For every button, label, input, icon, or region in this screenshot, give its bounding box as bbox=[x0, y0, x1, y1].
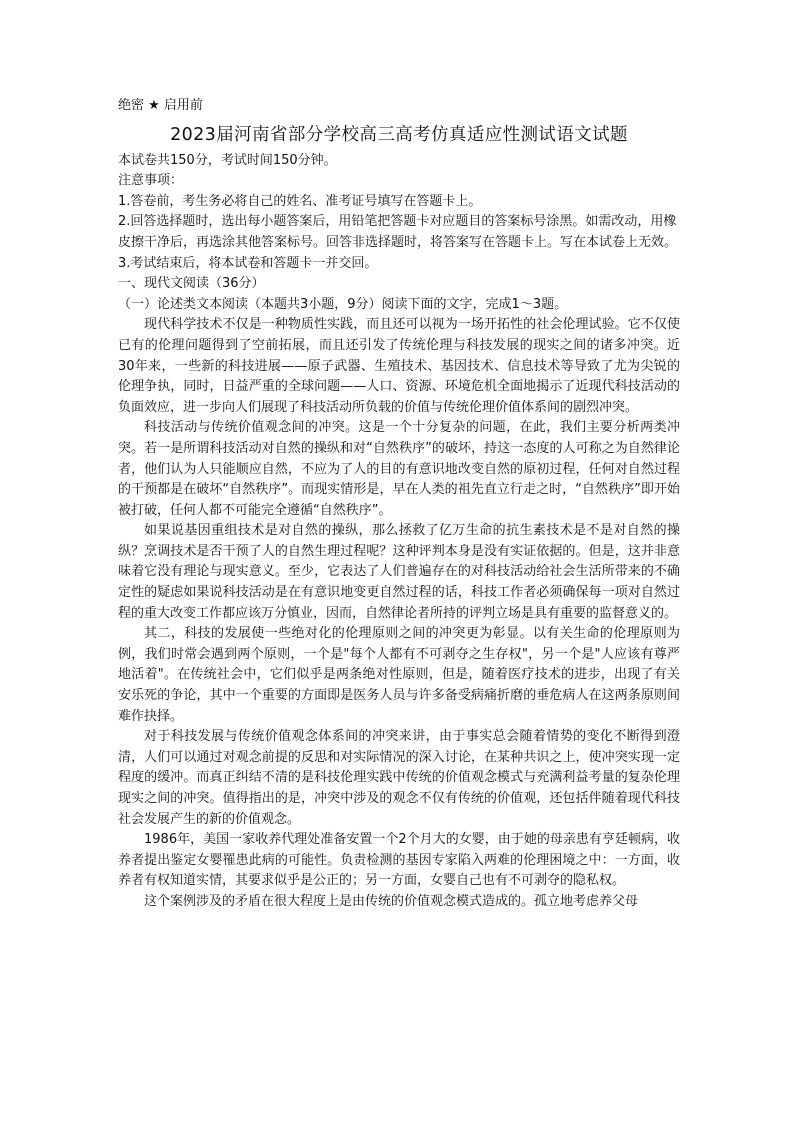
notice-item: 2.回答选择题时，选出每小题答案后，用铅笔把答题卡对应题目的答案标号涂黑。如需改动，用橡皮擦干净后，再选涂其他答案标号。回答非选择题时，将答案写在答题卡上。写在本试卷上无效。 bbox=[118, 214, 678, 250]
notice-item: 1.答卷前，考生务必将自己的姓名、准考证号填写在答题卡上。 bbox=[118, 193, 482, 209]
article-paragraph: 科技活动与传统价值观念间的冲突。这是一个十分复杂的问题，在此，我们主要分析两类冲突。若一是所谓科技活动对自然的操纵和对“自然秩序”的破坏，持这一态度的人可称之为自然律论者，他们认为人只能顺应自然，不应为了人的目的有意识地改变自然的原初过程，任何对自然过程的干预都是在破坏“自然秩序”。而现实情形是，早在人类的祖先直立行走之时，“自然秩序”即开始被打破，任何人都不可能完全遵循“自然秩序”。 bbox=[118, 420, 680, 518]
article-paragraph: 这个案例涉及的矛盾在很大程度上是由传统的价值观念模式造成的。孤立地考虑养父母 bbox=[144, 893, 639, 909]
article-paragraph: 1986年，美国一家收养代理处准备安置一个2个月大的女婴，由于她的母亲患有亨廷顿病，收养者提出鉴定女婴罹患此病的可能性。负责检测的基因专家陷入两难的伦理困境之中：一方面，收养者有权知道实情，其要求似乎是公正的；另一方面，女婴自己也有不可剥夺的隐私权。 bbox=[118, 832, 680, 889]
notice-item: 3.考试结束后，将本试卷和答题卡一并交回。 bbox=[118, 255, 378, 271]
article-paragraph: 如果说基因重组技术是对自然的操纵，那么拯救了亿万生命的抗生素技术是不是对自然的操纵？烹调技术是否干预了人的自然生理过程呢？这种评判本身是没有实证依据的。但是，这并非意味着它没有理论与现实意义。至少，它表达了人们普遍存在的对科技活动给社会生活所带来的不确定性的疑虑如果说科技活动是在有意识地变更自然过程的话，科技工作者必须确保每一项对自然过程的重大改变工作都应该万分慎业，因而，自然律论者所持的评判立场是具有重要的监督意义的。 bbox=[118, 523, 680, 621]
section-subtitle: （一）论述类文本阅读（本题共3小题，9分）阅读下面的文字，完成1～3题。 bbox=[118, 296, 568, 312]
article-paragraph: 对于科技发展与传统价值观念体系间的冲突来讲，由于事实总会随着情势的变化不断得到澄清，人们可以通过对观念前提的反思和对实际情况的深入讨论，在某种共识之上，使冲突实现一定程度的缓冲。而真正纠结不清的是科技伦理实践中传统的价值观念模式与充满利益考量的复杂伦理现实之间的冲突。值得指出的是，冲突中涉及的观念不仅有传统的价值观，还包括伴随着现代科技社会发展产生的新的价值观念。 bbox=[118, 729, 680, 827]
exam-page bbox=[118, 96, 680, 913]
article-paragraph: 现代科学技术不仅是一种物质性实践，而且还可以视为一场开拓性的社会伦理试验。它不仅使已有的伦理问题得到了空前拓展，而且还引发了传统伦理与科技发展的现实之间的诸多冲突。近30年来，一些新的科技进展——原子武器、生殖技术、基因技术、信息技术等导致了尤为尖锐的伦理争执，同时，日益严重的全球问题——人口、资源、环境危机全面地揭示了近现代科技活动的负面效应，进一步向人们展现了科技活动所负载的价值与传统伦理价值体系间的剧烈冲突。 bbox=[118, 317, 680, 415]
section-title: 一、现代文阅读（36分） bbox=[118, 276, 265, 292]
notice-title: 注意事项： bbox=[118, 173, 184, 189]
confidential-label: 绝密 ★ 启用前 bbox=[118, 98, 203, 113]
article-paragraph: 其二，科技的发展使一些绝对化的伦理原则之间的冲突更为彰显。以有关生命的伦理原则为例，我们时常会遇到两个原则，一个是"每个人都有不可剥夺之生存权"，另一个是"人应该有尊严地活着"。在传统社会中，它们似乎是两条绝对性原则，但是，随着医疗技术的进步，出现了有关安乐死的争论，其中一个重要的方面即是医务人员与许多备受病痛折磨的垂危病人在这两条原则间难作抉择。 bbox=[118, 626, 680, 724]
page-title: 2023届河南省部分学校高三高考仿真适应性测试语文试题 bbox=[170, 124, 628, 145]
score-info: 本试卷共150分，考试时间150分钟。 bbox=[118, 152, 337, 168]
